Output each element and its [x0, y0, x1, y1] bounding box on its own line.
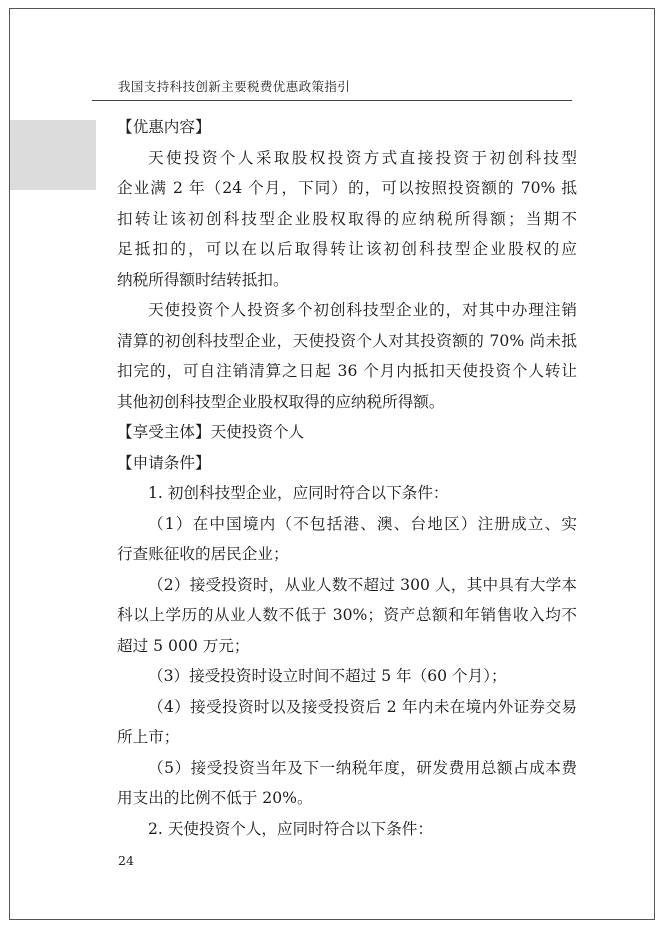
list-item-heading: 1. 初创科技型企业，应同时符合以下条件：: [148, 484, 449, 502]
text-line: 纳税所得额时结转抵扣。: [117, 270, 289, 289]
text-line: 科以上学历的从业人数不低于 30%；资产总额和年销售收入均不: [117, 606, 577, 624]
text-line: 足抵扣的，可以在以后取得转让该初创科技型企业股权的应: [117, 240, 577, 258]
text-line: 扣转让该初创科技型企业股权取得的应纳税所得额；当期不: [117, 209, 577, 228]
section-heading-beneficiary: 【享受主体】天使投资个人: [117, 423, 305, 441]
text-line: （3）接受投资时设立时间不超过 5 年（60 个月）；: [148, 667, 507, 685]
section-heading-benefit: 【优惠内容】: [117, 118, 211, 136]
text-line: 其他初创科技型企业股权取得的应纳税所得额。: [117, 392, 445, 411]
body-text: [117, 112, 577, 844]
text-line: （4）接受投资时以及接受投资后 2 年内未在境内外证券交易: [148, 697, 577, 716]
text-line: 行查账征收的居民企业；: [117, 545, 289, 563]
list-item-heading: 2. 天使投资个人，应同时符合以下条件：: [148, 819, 433, 838]
text-line: （5）接受投资当年及下一纳税年度，研发费用总额占成本费: [148, 758, 577, 777]
text-line: 企业满 2 年（24 个月，下同）的，可以按照投资额的 70% 抵: [117, 179, 577, 197]
page-number: 24: [118, 853, 134, 868]
text-line: 超过 5 000 万元；: [117, 636, 250, 655]
text-line: 用支出的比例不低于 20%。: [117, 789, 313, 807]
text-line: （2）接受投资时，从业人数不超过 300 人，其中具有大学本: [148, 575, 577, 594]
section-heading-conditions: 【申请条件】: [117, 453, 211, 472]
text-line: 天使投资个人采取股权投资方式直接投资于初创科技型: [148, 148, 577, 167]
running-header: 我国支持科技创新主要税费优惠政策指引: [118, 79, 351, 94]
header-rule: [92, 100, 572, 101]
text-line: （1）在中国境内（不包括港、澳、台地区）注册成立、实: [148, 514, 577, 533]
side-tab-marker: [10, 120, 96, 190]
text-line: 清算的初创科技型企业，天使投资个人对其投资额的 70% 尚未抵: [117, 331, 577, 350]
text-line: 天使投资个人投资多个初创科技型企业的，对其中办理注销: [148, 301, 577, 319]
text-line: 扣完的，可自注销清算之日起 36 个月内抵扣天使投资个人转让: [117, 362, 577, 380]
text-line: 所上市；: [117, 728, 180, 746]
